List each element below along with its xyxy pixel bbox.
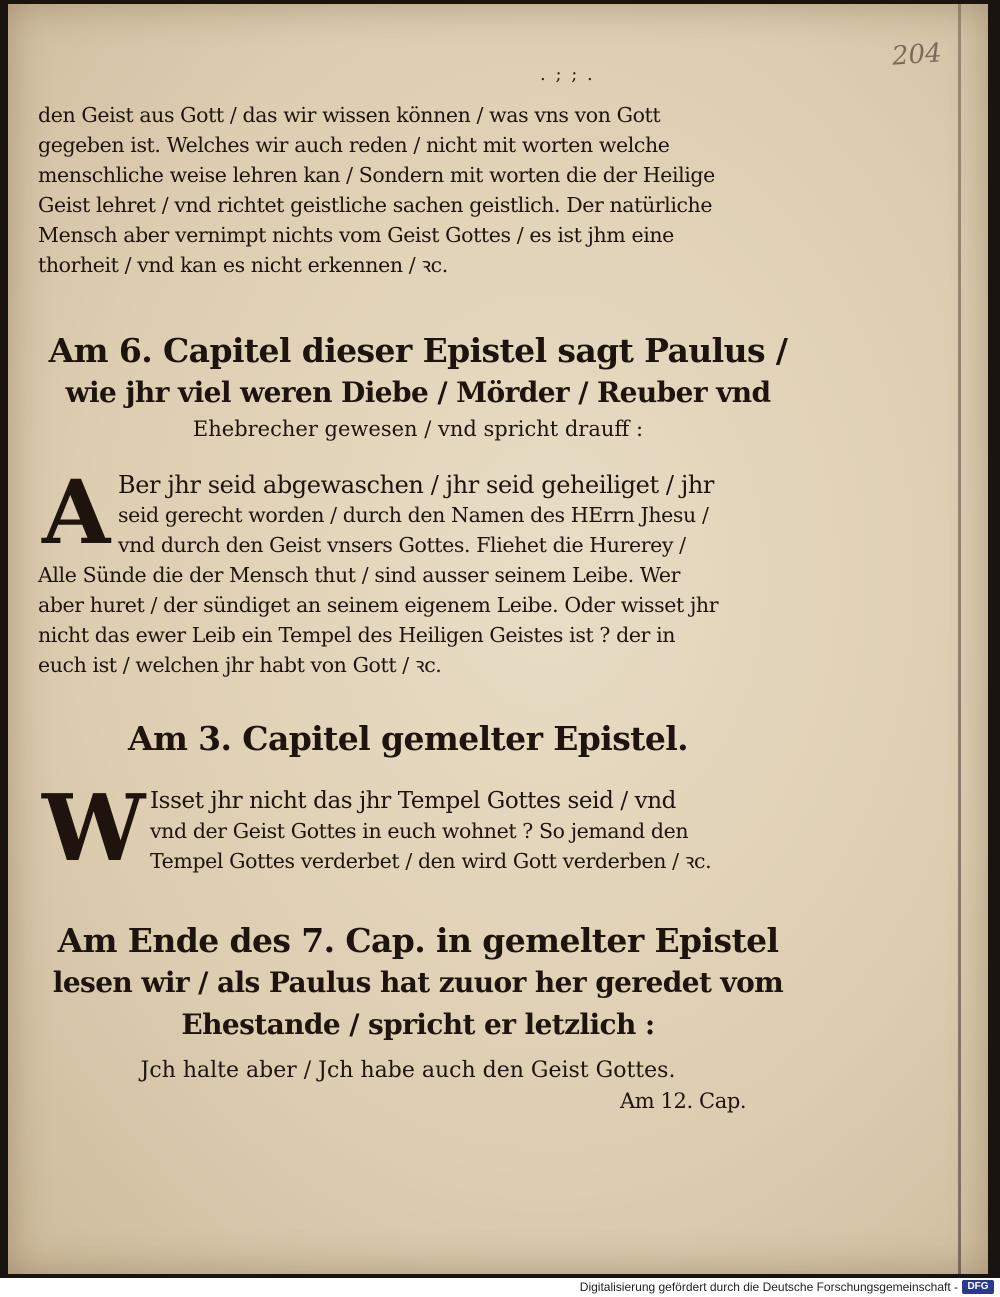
page-edge-shadow bbox=[958, 4, 961, 1274]
text-line: Isset jhr nicht das jhr Tempel Gottes seid / vnd bbox=[150, 788, 676, 814]
text-line: seid gerecht worden / durch den Namen des HErrn Jhesu / bbox=[118, 503, 709, 527]
decorated-initial-a: A bbox=[42, 460, 111, 564]
text-line: thorheit / vnd kan es nicht erkennen / ꝛc. bbox=[38, 253, 448, 277]
funding-note: Digitalisierung gefördert durch die Deutsche Forschungsgemeinschaft - bbox=[579, 1280, 958, 1294]
closing-block bbox=[38, 1056, 778, 1086]
heading-subline: Ehebrecher gewesen / vnd spricht drauff : bbox=[192, 417, 644, 441]
text-line: Ber jhr seid abgewaschen / jhr seid geheiliget / jhr bbox=[118, 471, 715, 499]
heading-chapter-7 bbox=[38, 920, 798, 1046]
dfg-logo: DFG bbox=[962, 1280, 994, 1294]
text-line: Geist lehret / vnd richtet geistliche sachen geistlich. Der natürliche bbox=[38, 193, 713, 217]
catchword-block bbox=[620, 1086, 780, 1116]
text-line: aber huret / der sündiget an seinem eigenem Leibe. Oder wisset jhr bbox=[38, 593, 719, 617]
text-line: Mensch aber vernimpt nichts vom Geist Gottes / es ist jhm eine bbox=[38, 223, 674, 247]
text-line: den Geist aus Gott / das wir wissen können / was vns von Gott bbox=[38, 103, 661, 127]
heading-line: lesen wir / als Paulus hat zuuor her geredet vom bbox=[52, 966, 784, 999]
heading-chapter-3 bbox=[38, 718, 778, 760]
heading-line: Am Ende des 7. Cap. in gemelter Epistel bbox=[57, 921, 779, 960]
decorated-initial-w: W bbox=[42, 774, 146, 882]
heading-line: Ehestande / spricht er letzlich : bbox=[181, 1008, 655, 1041]
closing-line: Jch halte aber / Jch habe auch den Geist Gottes. bbox=[140, 1058, 676, 1083]
text-line: nicht das ewer Leib ein Tempel des Heiligen Geistes ist ? der in bbox=[38, 623, 676, 647]
text-line: euch ist / welchen jhr habt von Gott / ꝛc. bbox=[38, 653, 442, 677]
text-line: Alle Sünde die der Mensch thut / sind ausser seinem Leibe. Wer bbox=[38, 563, 681, 587]
text-line: Tempel Gottes verderbet / den wird Gott verderben / ꝛc. bbox=[150, 849, 712, 873]
text-block-1 bbox=[38, 100, 778, 280]
catchword: Am 12. Cap. bbox=[620, 1089, 747, 1113]
text-line: vnd durch den Geist vnsers Gottes. Fliehet die Hurerey / bbox=[118, 533, 686, 557]
text-line: menschliche weise lehren kan / Sondern mit worten die der Heilige bbox=[38, 163, 715, 187]
text-block-2 bbox=[38, 460, 778, 680]
ornament-marks: . ; ; . bbox=[540, 64, 595, 85]
text-block-3 bbox=[38, 786, 778, 876]
heading-line: Am 3. Capitel gemelter Epistel. bbox=[127, 719, 689, 758]
footer-bar bbox=[0, 1278, 1000, 1297]
folio-number: 204 bbox=[891, 38, 943, 72]
heading-chapter-6 bbox=[38, 330, 798, 444]
heading-line: Am 6. Capitel dieser Epistel sagt Paulus / bbox=[48, 331, 788, 370]
heading-line: wie jhr viel weren Diebe / Mörder / Reuber vnd bbox=[65, 376, 771, 409]
text-line: vnd der Geist Gottes in euch wohnet ? So jemand den bbox=[150, 819, 689, 843]
text-line: gegeben ist. Welches wir auch reden / nicht mit worten welche bbox=[38, 133, 670, 157]
